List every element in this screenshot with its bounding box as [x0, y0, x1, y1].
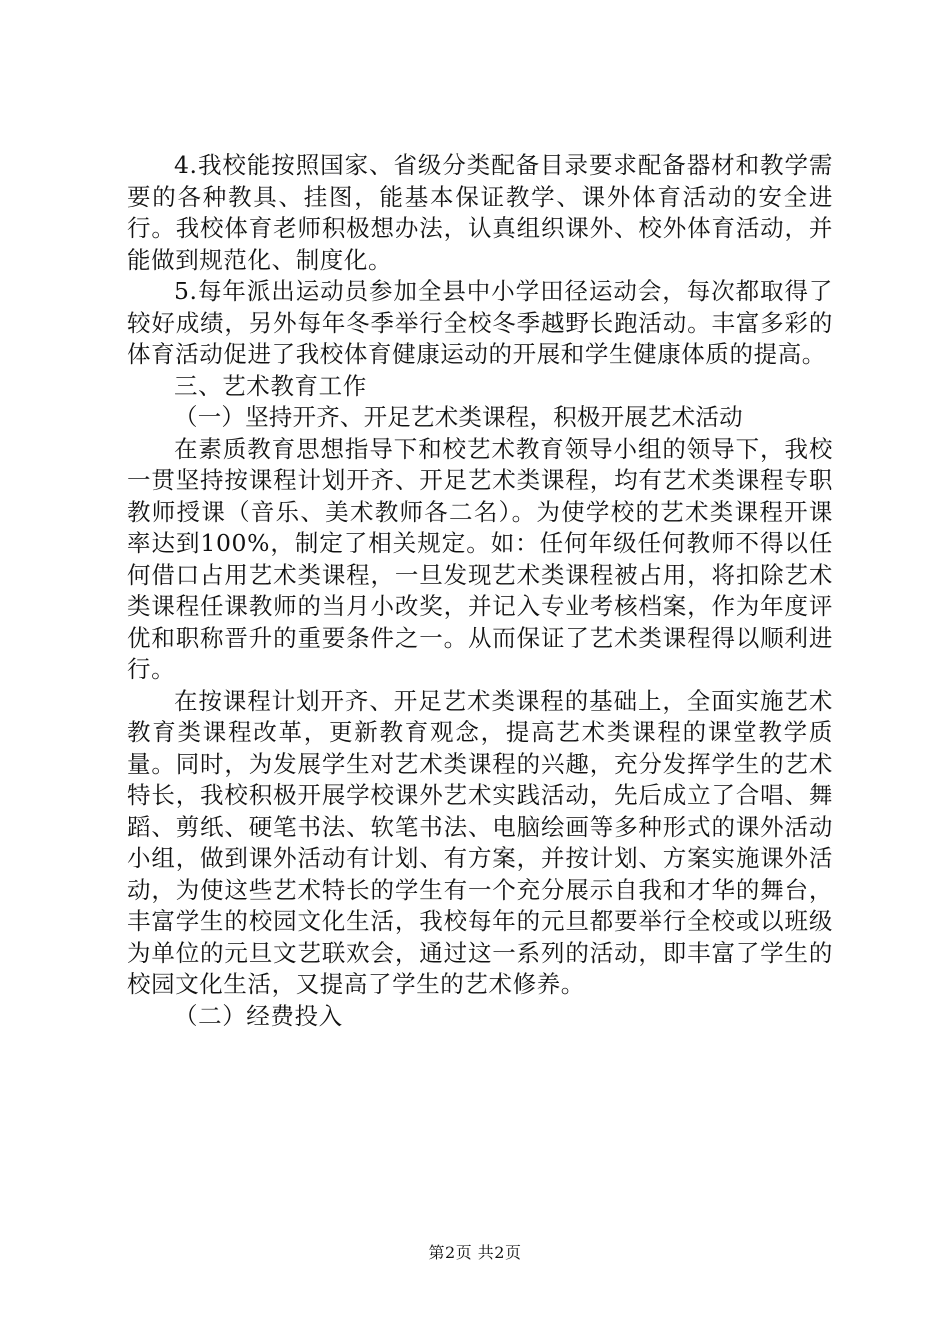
paragraph-sports-meet: 5.每年派出运动员参加全县中小学田径运动会，每次都取得了较好成绩，另外每年冬季举行全校冬季越野长跑活动。丰富多彩的体育活动促进了我校体育健康运动的开展和学生健康体质的提高。	[127, 277, 833, 368]
page-number-footer: 第2页 共2页	[428, 1243, 522, 1262]
paragraph-art-activities: 在按课程计划开齐、开足艺术类课程的基础上，全面实施艺术教育类课程改革，更新教育观念，提高艺术类课程的课堂教学质量。同时，为发展学生对艺术类课程的兴趣，充分发挥学生的艺术特长，我校积极开展学校课外艺术实践活动，先后成立了合唱、舞蹈、剪纸、硬笔书法、软笔书法、电脑绘画等多种形式的课外活动小组，做到课外活动有计划、有方案，并按计划、方案实施课外活动，为使这些艺术特长的学生有一个充分展示自我和才华的舞台，丰富学生的校园文化生活，我校每年的元旦都要举行全校或以班级为单位的元旦文艺联欢会，通过这一系列的活动，即丰富了学生的校园文化生活，又提高了学生的艺术修养。	[127, 686, 833, 998]
section-heading-art-education: 三、艺术教育工作	[174, 371, 367, 400]
document-body	[127, 150, 833, 1032]
paragraph-art-course-policy: 在素质教育思想指导下和校艺术教育领导小组的领导下，我校一贯坚持按课程计划开齐、开足艺术类课程，均有艺术类课程专职教师授课（音乐、美术教师各二名）。为使学校的艺术类课程开课率达到100%，制定了相关规定。如：任何年级任何教师不得以任何借口占用艺术类课程，一旦发现艺术类课程被占用，将扣除艺术类课程任课教师的当月小改奖，并记入专业考核档案，作为年度评优和职称晋升的重要条件之一。从而保证了艺术类课程得以顺利进行。	[127, 434, 833, 683]
paragraph-equipment: 4.我校能按照国家、省级分类配备目录要求配备器材和教学需要的各种教具、挂图，能基本保证教学、课外体育活动的安全进行。我校体育老师积极想办法，认真组织课外、校外体育活动，并能做到规范化、制度化。	[127, 151, 833, 274]
subsection-heading-funding: （二）经费投入	[174, 1001, 343, 1030]
subsection-heading-art-courses: （一）坚持开齐、开足艺术类课程，积极开展艺术活动	[174, 403, 743, 431]
